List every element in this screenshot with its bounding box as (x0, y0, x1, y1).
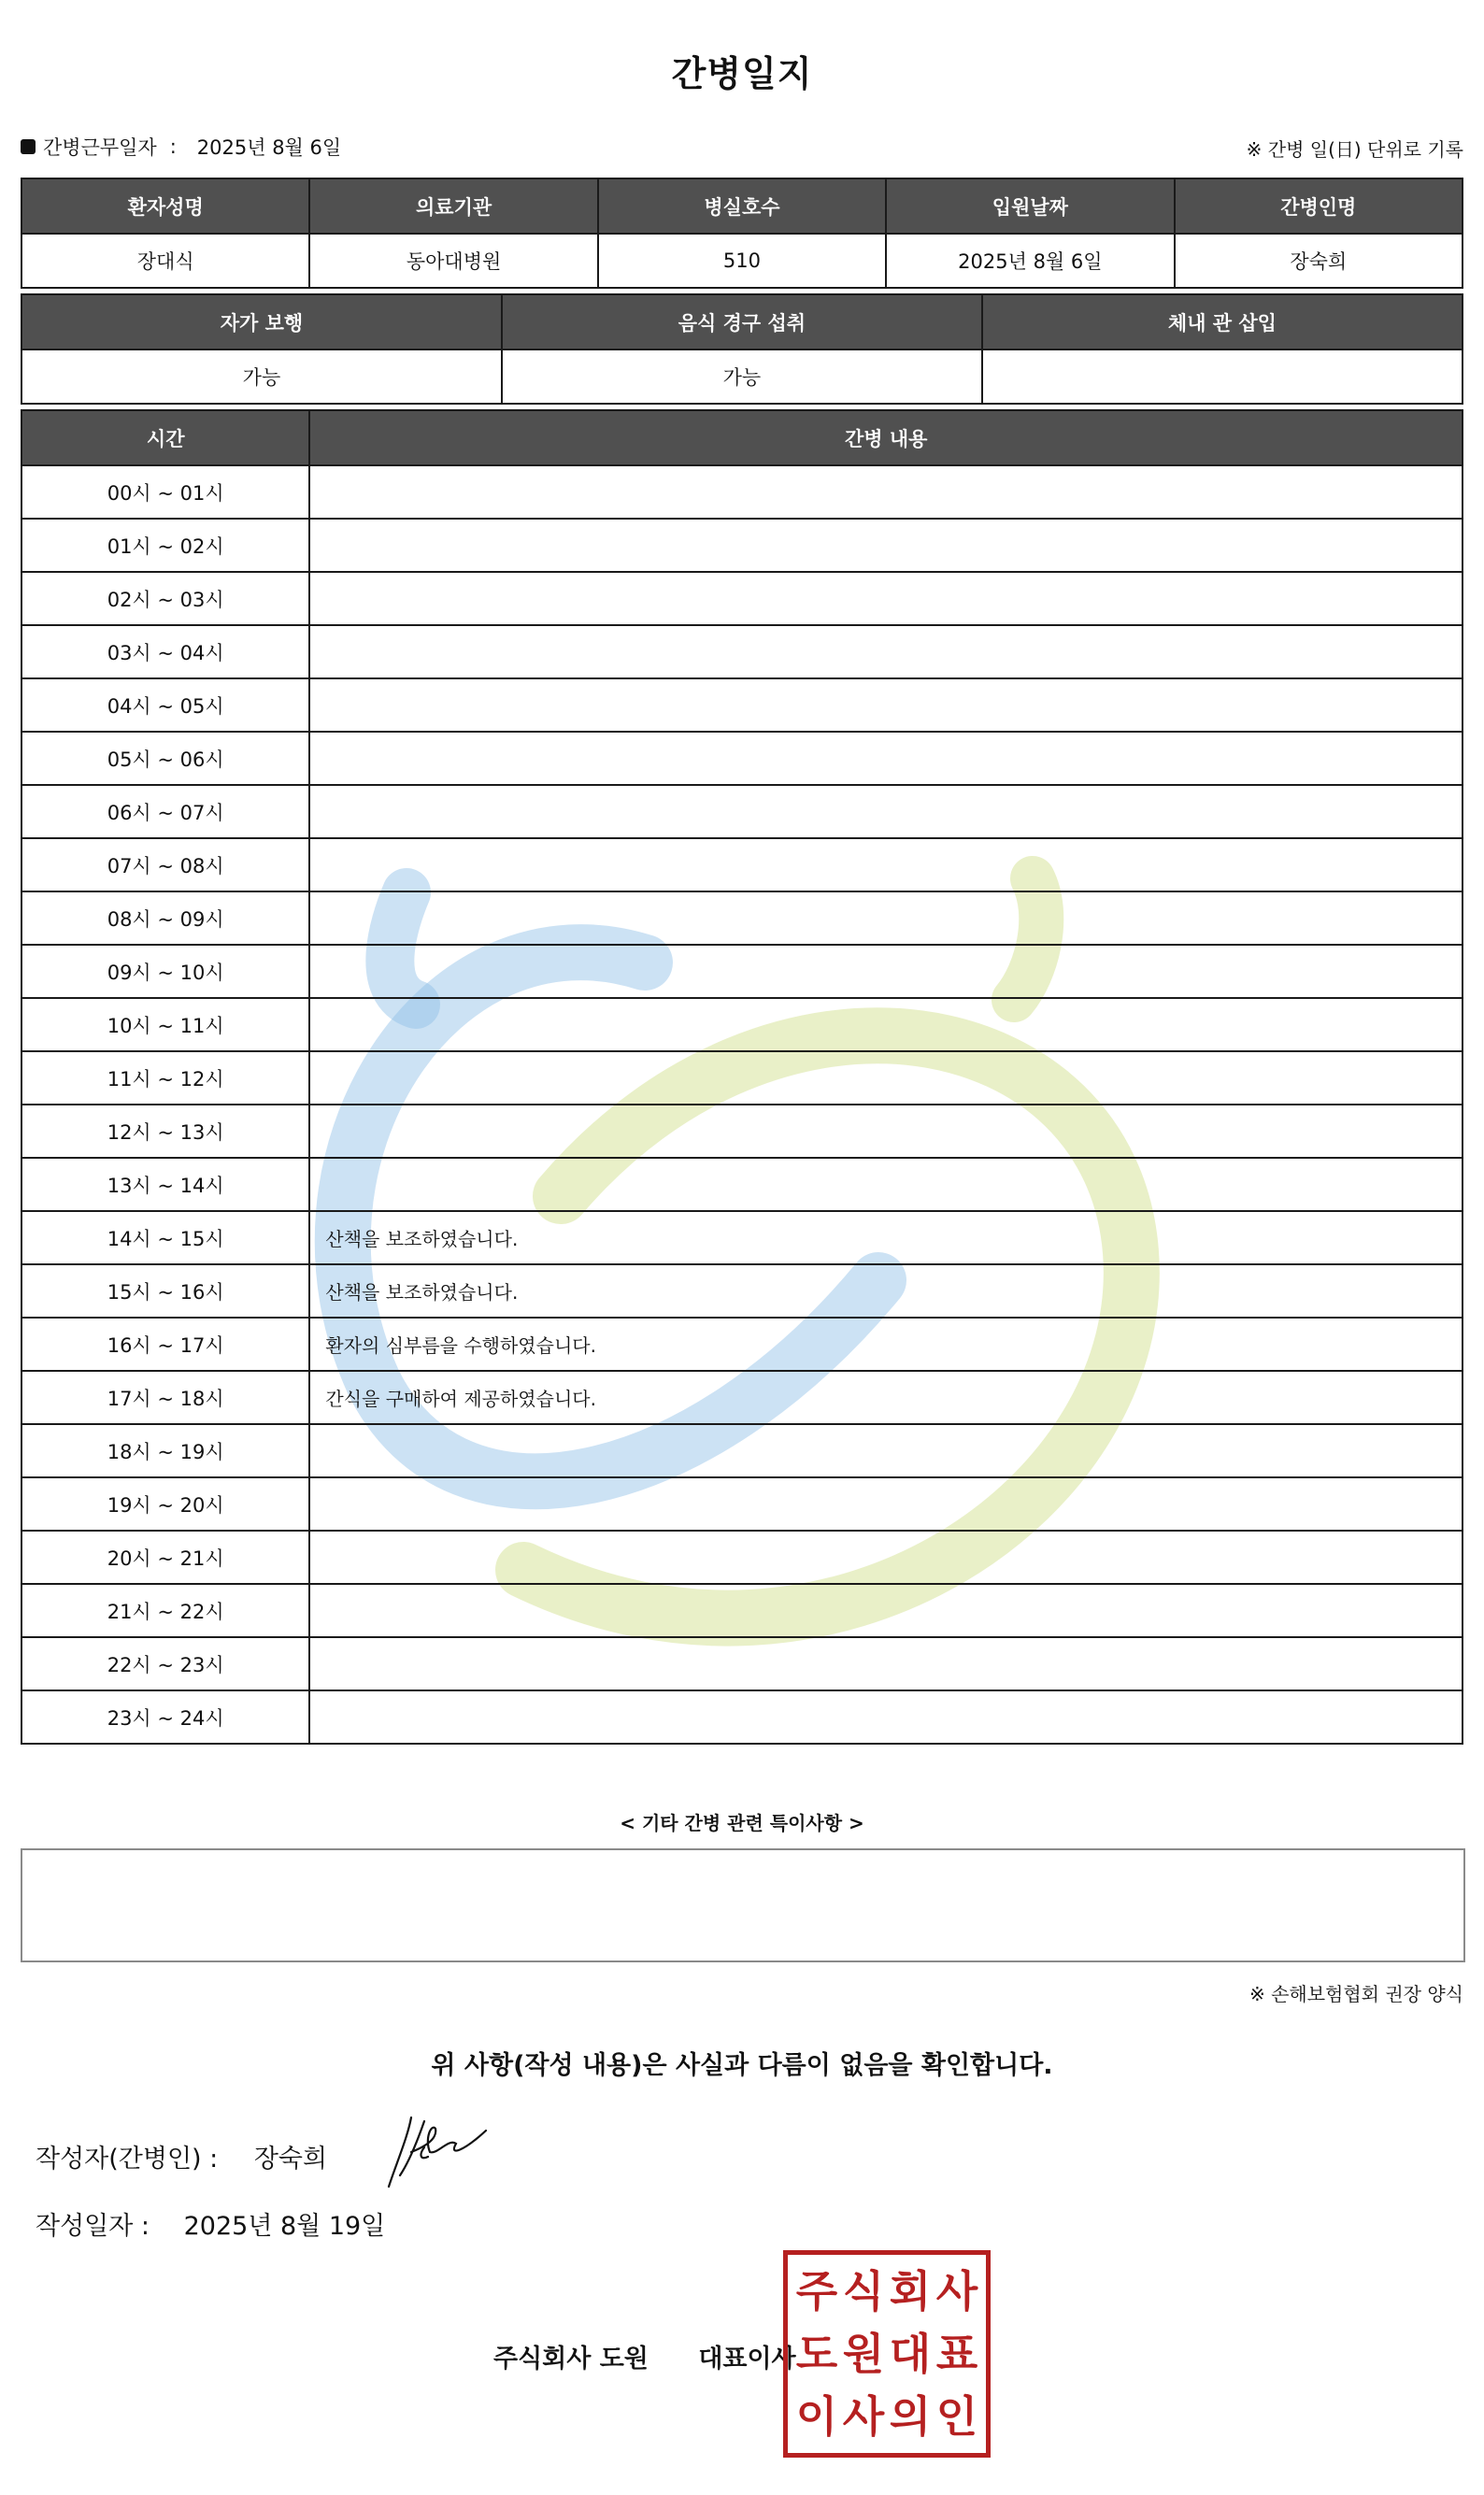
handwritten-signature (363, 2110, 493, 2194)
care-log-row (21, 1105, 1463, 1158)
header-care-content: 간병 내용 (309, 410, 1463, 465)
care-content (309, 1690, 1463, 1744)
time-slot: 23시 ~ 24시 (21, 1690, 309, 1744)
care-log-table (21, 409, 1463, 1745)
care-content (309, 998, 1463, 1051)
care-content: 산책을 보조하였습니다. (309, 1211, 1463, 1264)
care-content (309, 785, 1463, 838)
care-log-header-row (21, 410, 1463, 465)
header-oral-intake: 음식 경구 섭취 (502, 294, 982, 349)
header-tube-insertion: 체내 관 삽입 (982, 294, 1463, 349)
time-slot: 18시 ~ 19시 (21, 1424, 309, 1477)
care-content (309, 945, 1463, 998)
company-name: 주식회사 도원 (493, 2345, 649, 2374)
care-content (309, 572, 1463, 625)
header-self-walking: 자가 보행 (21, 294, 502, 349)
patient-info-table (21, 178, 1463, 289)
care-log-row (21, 1477, 1463, 1531)
special-notes-box (21, 1848, 1465, 1962)
care-log-row (21, 732, 1463, 785)
care-log-row (21, 785, 1463, 838)
care-log-row (21, 945, 1463, 998)
writer-name: 장숙희 (253, 2145, 328, 2174)
time-slot: 15시 ~ 16시 (21, 1264, 309, 1318)
time-slot: 00시 ~ 01시 (21, 465, 309, 519)
admission-date: 2025년 8월 6일 (886, 234, 1174, 288)
special-notes-title: < 기타 간병 관련 특이사항 > (620, 1812, 864, 1834)
care-content (309, 678, 1463, 732)
care-content (309, 1051, 1463, 1105)
patient-info-header-row (21, 178, 1463, 234)
care-log-row (21, 1264, 1463, 1318)
document-title: 간병일지 (671, 53, 813, 94)
confirmation-statement: 위 사항(작성 내용)은 사실과 다름이 없음을 확인합니다. (431, 2051, 1053, 2080)
header-hospital: 의료기관 (309, 178, 597, 234)
seal-character: 회 (889, 2266, 932, 2317)
status-header-row (21, 294, 1463, 349)
seal-character: 사 (935, 2266, 978, 2317)
care-log-row (21, 519, 1463, 572)
care-log-row (21, 1318, 1463, 1371)
care-content (309, 465, 1463, 519)
caregiver-name: 장숙희 (1175, 234, 1463, 288)
insurance-association-note: ※ 손해보험협회 권장 양식 (1249, 1983, 1463, 2005)
write-date-row (36, 2205, 385, 2242)
writer-row (36, 2138, 327, 2174)
care-content: 산책을 보조하였습니다. (309, 1264, 1463, 1318)
care-log-row (21, 891, 1463, 945)
time-slot: 03시 ~ 04시 (21, 625, 309, 678)
care-log-row (21, 838, 1463, 891)
time-slot: 17시 ~ 18시 (21, 1371, 309, 1424)
room-number: 510 (598, 234, 886, 288)
care-content (309, 625, 1463, 678)
header-caregiver-name: 간병인명 (1175, 178, 1463, 234)
care-log-row (21, 625, 1463, 678)
seal-character: 사 (842, 2390, 885, 2442)
time-slot: 07시 ~ 08시 (21, 838, 309, 891)
seal-character: 대 (889, 2328, 932, 2379)
care-content (309, 1637, 1463, 1690)
care-content (309, 1531, 1463, 1584)
seal-character: 원 (842, 2328, 885, 2379)
seal-character: 식 (842, 2266, 885, 2317)
care-content (309, 891, 1463, 945)
time-slot: 04시 ~ 05시 (21, 678, 309, 732)
care-content (309, 838, 1463, 891)
write-date-value: 2025년 8월 19일 (183, 2212, 386, 2241)
work-date-value: 2025년 8월 6일 (196, 136, 342, 159)
patient-name: 장대식 (21, 234, 309, 288)
time-slot: 01시 ~ 02시 (21, 519, 309, 572)
time-slot: 22시 ~ 23시 (21, 1637, 309, 1690)
care-content (309, 1158, 1463, 1211)
care-content: 간식을 구매하여 제공하였습니다. (309, 1371, 1463, 1424)
time-slot: 21시 ~ 22시 (21, 1584, 309, 1637)
work-date-separator: : (169, 135, 177, 158)
header-admission-date: 입원날짜 (886, 178, 1174, 234)
work-date-row (21, 133, 341, 161)
care-content (309, 732, 1463, 785)
care-content (309, 1477, 1463, 1531)
time-slot: 11시 ~ 12시 (21, 1051, 309, 1105)
care-log-row (21, 1690, 1463, 1744)
header-time: 시간 (21, 410, 309, 465)
header-room-number: 병실호수 (598, 178, 886, 234)
company-representative: 대표이사 (698, 2345, 796, 2374)
square-bullet-icon (21, 139, 36, 154)
care-log-row (21, 678, 1463, 732)
work-date-label: 간병근무일자 (43, 136, 157, 159)
care-log-row (21, 1051, 1463, 1105)
seal-character: 도 (795, 2328, 838, 2379)
time-slot: 14시 ~ 15시 (21, 1211, 309, 1264)
time-slot: 02시 ~ 03시 (21, 572, 309, 625)
time-slot: 08시 ~ 09시 (21, 891, 309, 945)
patient-info-value-row (21, 234, 1463, 288)
care-content: 환자의 심부름을 수행하였습니다. (309, 1318, 1463, 1371)
care-log-row (21, 1158, 1463, 1211)
seal-character: 의 (889, 2390, 932, 2442)
status-value-row (21, 349, 1463, 404)
care-content (309, 519, 1463, 572)
care-content (309, 1584, 1463, 1637)
care-log-body (21, 465, 1463, 1744)
seal-character: 주 (795, 2266, 838, 2317)
care-content (309, 1424, 1463, 1477)
patient-status-table (21, 293, 1463, 405)
header-patient-name: 환자성명 (21, 178, 309, 234)
writer-label: 작성자(간병인) : (36, 2145, 219, 2174)
seal-character: 인 (935, 2390, 978, 2442)
care-log-row (21, 1637, 1463, 1690)
care-log-row (21, 572, 1463, 625)
time-slot: 09시 ~ 10시 (21, 945, 309, 998)
care-log-row (21, 1371, 1463, 1424)
time-slot: 19시 ~ 20시 (21, 1477, 309, 1531)
time-slot: 06시 ~ 07시 (21, 785, 309, 838)
seal-character: 이 (795, 2390, 838, 2442)
care-content (309, 1105, 1463, 1158)
time-slot: 05시 ~ 06시 (21, 732, 309, 785)
time-slot: 20시 ~ 21시 (21, 1531, 309, 1584)
care-log-row (21, 1584, 1463, 1637)
time-slot: 16시 ~ 17시 (21, 1318, 309, 1371)
hospital-name: 동아대병원 (309, 234, 597, 288)
record-unit-note: ※ 간병 일(日) 단위로 기록 (1246, 138, 1463, 161)
care-log-row (21, 465, 1463, 519)
company-signature-line (493, 2338, 796, 2374)
care-log-row (21, 998, 1463, 1051)
oral-intake-value: 가능 (502, 349, 982, 404)
seal-character: 표 (935, 2328, 978, 2379)
tube-insertion-value (982, 349, 1463, 404)
care-log-row (21, 1211, 1463, 1264)
self-walking-value: 가능 (21, 349, 502, 404)
write-date-label: 작성일자 : (36, 2212, 150, 2241)
time-slot: 10시 ~ 11시 (21, 998, 309, 1051)
company-seal-stamp (783, 2250, 991, 2458)
care-log-row (21, 1531, 1463, 1584)
time-slot: 13시 ~ 14시 (21, 1158, 309, 1211)
time-slot: 12시 ~ 13시 (21, 1105, 309, 1158)
care-log-row (21, 1424, 1463, 1477)
